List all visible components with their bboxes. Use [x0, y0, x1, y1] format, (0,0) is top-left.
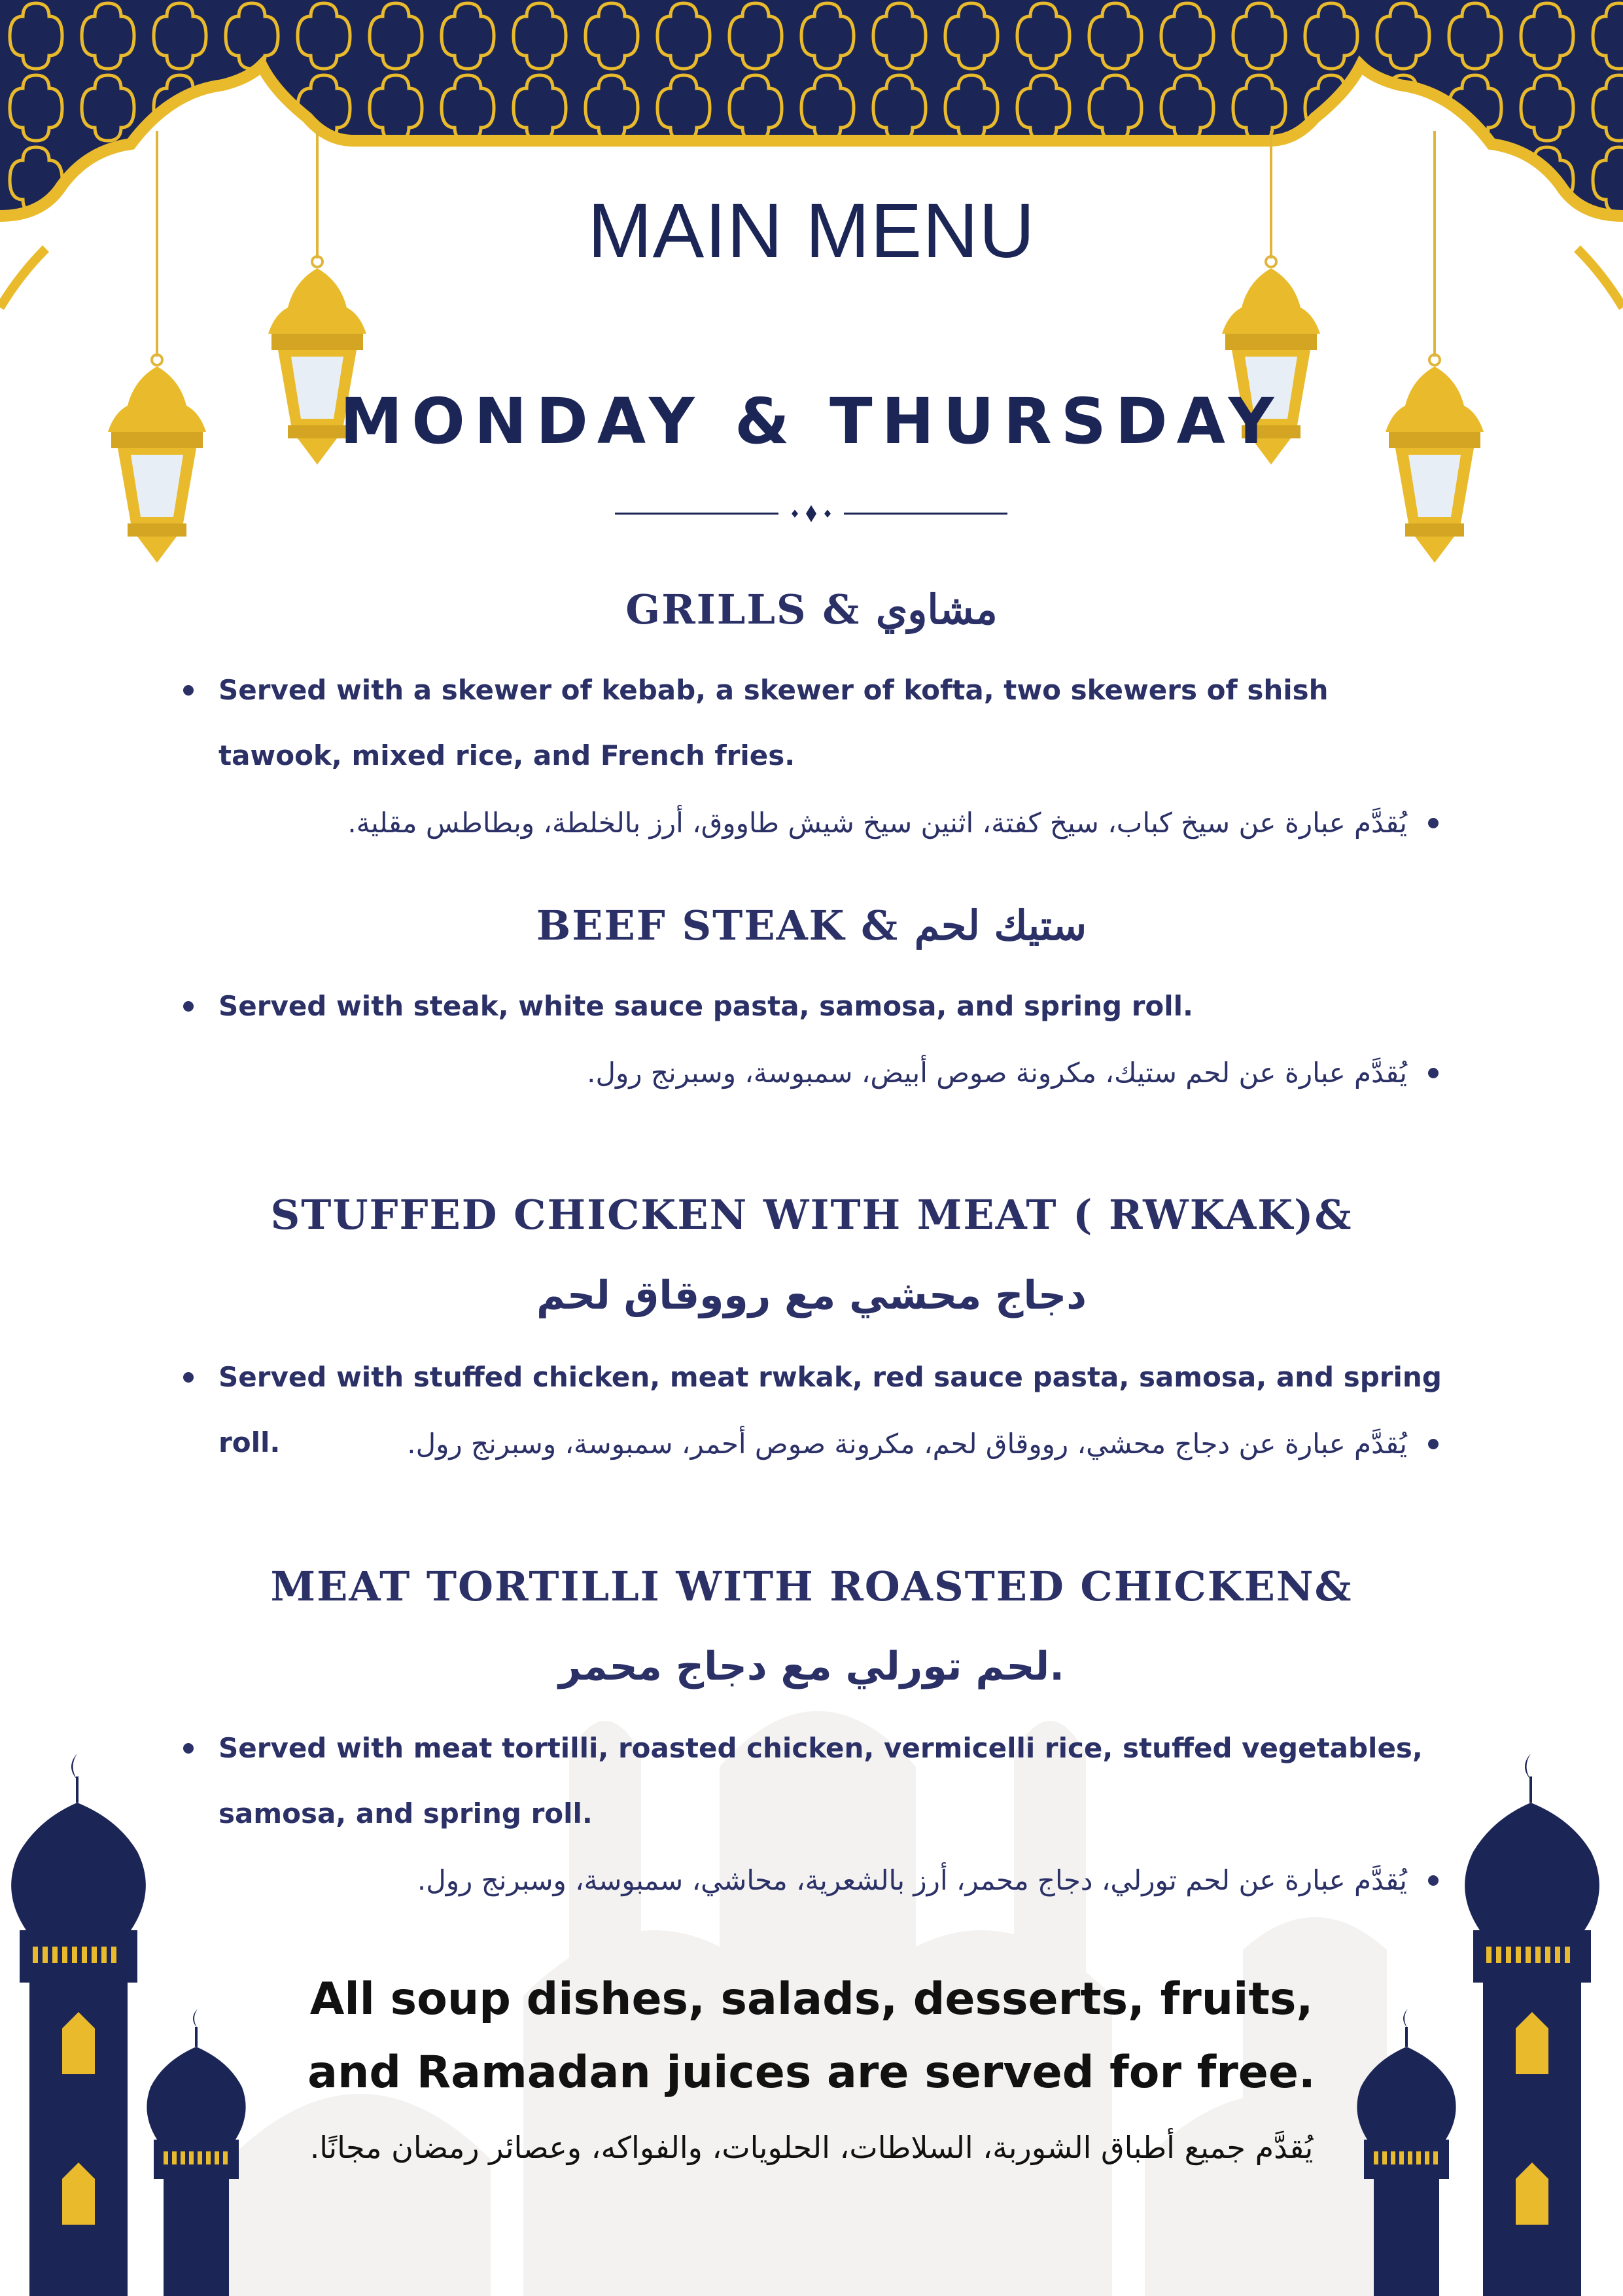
menu-item-english: Served with meat tortilli, roasted chicken, vermicelli rice, stuffed vegetables, samosa, and spring roll. [177, 1716, 1452, 1846]
bullet-icon [1428, 1875, 1439, 1886]
menu-item-arabic: يُقدَّم عبارة عن لحم تورلي، دجاج محمر، أرز بالشعرية، محاشي، سمبوسة، وسبرنج رول. [164, 1848, 1407, 1913]
bullet-icon [183, 1372, 194, 1383]
divider-ornament-icon [615, 504, 1007, 523]
menu-item-arabic: يُقدَّم عبارة عن سيخ كباب، سيخ كفتة، اثنين سيخ شيش طاووق، أرز بالخلطة، وبطاطس مقلية. [164, 790, 1407, 856]
section-title-arabic: لحم تورلي مع دجاج محمر. [559, 1644, 1064, 1689]
bullet-icon [183, 685, 194, 696]
bullet-icon [183, 1743, 194, 1754]
bullet-icon [183, 1001, 194, 1012]
free-note-line-2: and Ramadan juices are served for free. [307, 2047, 1316, 2098]
section-title-arabic: دجاج محشي مع رووقاق لحم [536, 1273, 1087, 1318]
menu-item-arabic: يُقدَّم عبارة عن دجاج محشي، رووقاق لحم، مكرونة صوص أحمر، سمبوسة، وسبرنج رول. [164, 1411, 1407, 1477]
section-title-beef-steak: BEEF STEAK & ستيك لحم [536, 902, 1087, 949]
day-title: MONDAY & THURSDAY [340, 385, 1283, 458]
menu-item-english: Served with stuffed chicken, meat rwkak, red sauce pasta, samosa, and spring roll. [177, 1345, 1452, 1475]
menu-item-english: Served with steak, white sauce pasta, samosa, and spring roll. [177, 974, 1452, 1039]
page-title: MAIN MENU [587, 188, 1036, 274]
bullet-icon [1428, 818, 1439, 828]
menu-item-arabic: يُقدَّم عبارة عن لحم ستيك، مكرونة صوص أبيض، سمبوسة، وسبرنج رول. [164, 1040, 1407, 1106]
section-title-grills: GRILLS & مشاوي [625, 586, 998, 633]
free-note-line-1: All soup dishes, salads, desserts, fruits, [309, 1973, 1314, 2025]
section-title-meat-tortilli: MEAT TORTILLI WITH ROASTED CHICKEN& [270, 1563, 1353, 1610]
bullet-icon [1428, 1068, 1439, 1078]
menu-item-english: Served with a skewer of kebab, a skewer of kofta, two skewers of shish tawook, mixed rice, and French fries. [177, 658, 1452, 788]
free-items-note-arabic: يُقدَّم جميع أطباق الشوربة، السلاطات، الحلويات، والفواكه، وعصائر رمضان مجانًا. [309, 2130, 1314, 2165]
free-items-note [0, 1963, 1623, 2110]
bullet-icon [1428, 1439, 1439, 1449]
section-title-stuffed-chicken: STUFFED CHICKEN WITH MEAT ( RWKAK)& [270, 1191, 1353, 1239]
